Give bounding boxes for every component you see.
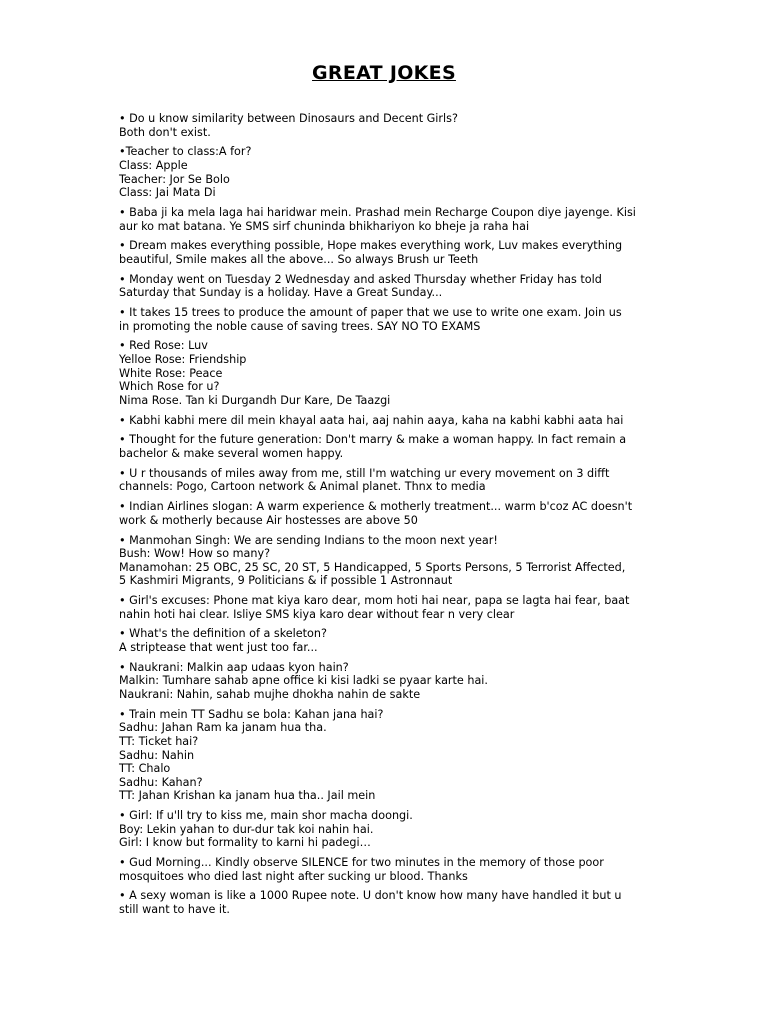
joke-line: • A sexy woman is like a 1000 Rupee note. U don't know how many have handled it but u: [119, 889, 622, 903]
joke-line: Class: Jai Mata Di: [119, 186, 216, 200]
joke-line: beautiful, Smile makes all the above... So always Brush ur Teeth: [119, 252, 479, 266]
jokes-list: [119, 112, 664, 923]
joke-line: • Girl's excuses: Phone mat kiya karo dear, mom hoti hai near, papa se lagta hai fear, baat: [119, 594, 630, 608]
joke-line: • Do u know similarity between Dinosaurs and Decent Girls?: [119, 112, 458, 125]
joke-line: Sadhu: Kahan?: [119, 775, 203, 789]
joke-line: • It takes 15 trees to produce the amount of paper that we use to write one exam. Join us: [119, 306, 622, 320]
joke-line: work & motherly because Air hostesses are above 50: [119, 513, 418, 527]
joke-line: still want to have it.: [119, 903, 230, 917]
joke-line: • Train mein TT Sadhu se bola: Kahan jana hai?: [119, 707, 384, 721]
joke-paragraph: [119, 414, 664, 428]
joke-line: • Girl: If u'll try to kiss me, main shor macha doongi.: [119, 809, 413, 823]
joke-line: • Kabhi kabhi mere dil mein khayal aata hai, aaj nahin aaya, kaha na kabhi kabhi aata hai: [119, 413, 624, 427]
joke-paragraph: [119, 594, 664, 621]
joke-line: Teacher: Jor Se Bolo: [119, 172, 230, 186]
joke-line: • Naukrani: Malkin aap udaas kyon hain?: [119, 660, 349, 674]
joke-paragraph: [119, 339, 664, 407]
joke-line: 5 Kashmiri Migrants, 9 Politicians & if possible 1 Astronnaut: [119, 574, 453, 588]
joke-paragraph: [119, 239, 664, 266]
joke-paragraph: [119, 809, 664, 850]
joke-line: TT: Chalo: [119, 762, 171, 776]
joke-line: Nima Rose. Tan ki Durgandh Dur Kare, De Taazgi: [119, 393, 391, 407]
joke-paragraph: [119, 708, 664, 803]
joke-line: Naukrani: Nahin, sahab mujhe dhokha nahin de sakte: [119, 688, 421, 701]
joke-line: Malkin: Tumhare sahab apne office ki kisi ladki se pyaar karte hai.: [119, 674, 488, 688]
joke-paragraph: [119, 661, 664, 702]
joke-paragraph: [119, 433, 664, 460]
joke-paragraph: [119, 112, 664, 139]
joke-line: • Dream makes everything possible, Hope makes everything work, Luv makes everything: [119, 239, 623, 253]
joke-line: • What's the definition of a skeleton?: [119, 627, 327, 641]
joke-paragraph: [119, 627, 664, 654]
joke-line: Yelloe Rose: Friendship: [119, 353, 247, 367]
joke-line: Class: Apple: [119, 158, 188, 172]
joke-paragraph: [119, 467, 664, 494]
joke-line: • Baba ji ka mela laga hai haridwar mein. Prashad mein Recharge Coupon diye jayenge. Kisi: [119, 205, 636, 219]
joke-line: Both don't exist.: [119, 125, 211, 139]
joke-paragraph: [119, 273, 664, 300]
joke-line: Boy: Lekin yahan to dur-dur tak koi nahin hai.: [119, 822, 374, 836]
joke-line: • Thought for the future generation: Don't marry & make a woman happy. In fact remain a: [119, 433, 627, 447]
document-title: GREAT JOKES: [312, 62, 456, 84]
joke-paragraph: [119, 500, 664, 527]
joke-line: • Manmohan Singh: We are sending Indians to the moon next year!: [119, 533, 498, 547]
joke-line: Saturday that Sunday is a holiday. Have a Great Sunday...: [119, 286, 443, 300]
joke-line: Manamohan: 25 OBC, 25 SC, 20 ST, 5 Handicapped, 5 Sports Persons, 5 Terrorist Affected,: [119, 560, 626, 574]
joke-paragraph: [119, 889, 664, 916]
joke-paragraph: [119, 306, 664, 333]
joke-line: • Red Rose: Luv: [119, 339, 208, 353]
joke-line: • Gud Morning... Kindly observe SILENCE for two minutes in the memory of those poor: [119, 856, 604, 870]
joke-line: • Indian Airlines slogan: A warm experience & motherly treatment... warm b'coz AC doesn't: [119, 500, 633, 514]
joke-line: Girl: I know but formality to karni hi padegi…: [119, 836, 371, 850]
joke-line: Sadhu: Jahan Ram ka janam hua tha.: [119, 721, 327, 735]
joke-line: TT: Jahan Krishan ka janam hua tha.. Jail mein: [119, 789, 376, 803]
joke-paragraph: [119, 206, 664, 233]
joke-line: • Monday went on Tuesday 2 Wednesday and asked Thursday whether Friday has told: [119, 272, 602, 286]
joke-line: Sadhu: Nahin: [119, 748, 195, 762]
joke-paragraph: [119, 145, 664, 199]
joke-paragraph: [119, 534, 664, 588]
joke-line: aur ko mat batana. Ye SMS sirf chuninda bhikhariyon ko bheje ja raha hai: [119, 219, 530, 233]
joke-line: bachelor & make several women happy.: [119, 446, 344, 460]
joke-line: •Teacher to class:A for?: [119, 145, 252, 159]
joke-line: in promoting the noble cause of saving trees. SAY NO TO EXAMS: [119, 319, 481, 333]
joke-line: TT: Ticket hai?: [119, 734, 199, 748]
joke-line: mosquitoes who died last night after sucking ur blood. Thanks: [119, 869, 468, 883]
joke-line: nahin hoti hai clear. Isliye SMS kiya karo dear without fear n very clear: [119, 607, 515, 621]
joke-line: • U r thousands of miles away from me, still I'm watching ur every movement on 3 difft: [119, 466, 610, 480]
joke-line: A striptease that went just too far...: [119, 641, 318, 655]
joke-line: channels: Pogo, Cartoon network & Animal planet. Thnx to media: [119, 480, 486, 494]
joke-paragraph: [119, 856, 664, 883]
joke-line: Which Rose for u?: [119, 380, 220, 394]
joke-line: Bush: Wow! How so many?: [119, 547, 271, 561]
joke-line: White Rose: Peace: [119, 366, 223, 380]
